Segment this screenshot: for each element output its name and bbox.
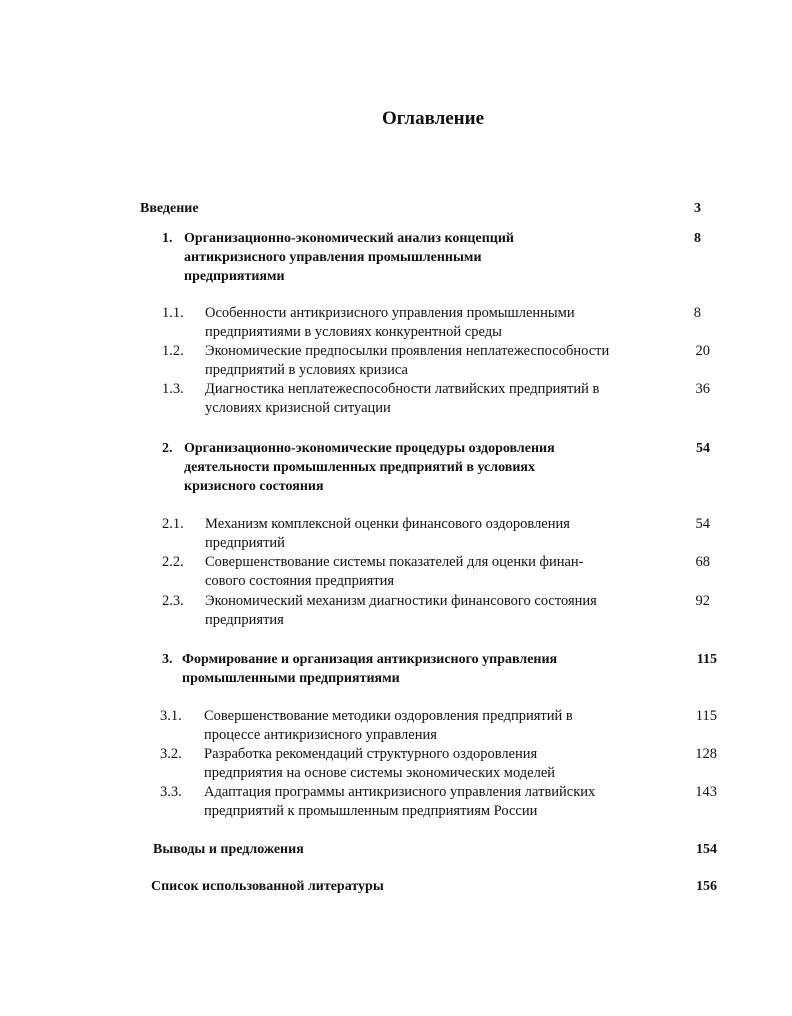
section-2-3-page: 92 (695, 593, 710, 609)
section-1-3-number: 1.3. (162, 381, 184, 397)
section-2-1-title: Механизм комплексной оценки финансового оздоровления предприятий (205, 516, 570, 551)
section-3-2-title: Разработка рекомендаций структурного оздоровления предприятия на основе системы экономических моделей (204, 746, 556, 781)
chapter-3-page: 115 (696, 652, 717, 667)
chapter-2-page: 54 (696, 441, 710, 456)
section-2-3-number: 2.3. (162, 593, 184, 609)
section-3-2-number: 3.2. (160, 746, 182, 762)
section-2-1-page: 54 (695, 516, 710, 532)
chapter-3-number: 3. (162, 652, 173, 667)
toc-intro-text: Введение (140, 201, 199, 216)
toc-references-text: Список использованной литературы (151, 879, 384, 894)
section-1-1-number: 1.1. (162, 305, 184, 321)
toc-conclusions-text: Выводы и предложения (153, 842, 304, 857)
section-2-2-page: 68 (695, 554, 710, 570)
chapter-3-title: Формирование и организация антикризисного управления промышленными предприятиями (182, 652, 558, 686)
section-3-1-title: Совершенствование методики оздоровления предприятий в процессе антикризисного управления (204, 708, 573, 743)
chapter-2-title: Организационно-экономические процедуры оздоровления деятельности промышленных предприятий в условиях кризисного состояния (184, 441, 555, 494)
toc-conclusions-page: 154 (696, 842, 717, 857)
section-1-2-title: Экономические предпосылки проявления неплатежеспособности предприятий в условиях кризиса (205, 343, 610, 378)
section-1-2-number: 1.2. (162, 343, 184, 359)
section-1-2-page: 20 (695, 343, 710, 359)
chapter-1-number: 1. (162, 231, 173, 246)
chapter-1-title: Организационно-экономический анализ концепций антикризисного управления промышленными предприятиями (184, 231, 514, 284)
section-3-1-number: 3.1. (160, 708, 182, 724)
section-1-3-page: 36 (695, 381, 710, 397)
section-1-1-page: 8 (693, 305, 701, 321)
section-2-2-number: 2.2. (162, 554, 184, 570)
toc-references-page: 156 (696, 879, 717, 894)
section-1-3-title: Диагностика неплатежеспособности латвийских предприятий в условиях кризисной ситуации (205, 381, 600, 416)
toc-intro-page: 3 (694, 201, 701, 216)
section-3-3-page: 143 (695, 784, 717, 800)
section-3-3-number: 3.3. (160, 784, 182, 800)
section-3-3-title: Адаптация программы антикризисного управления латвийских предприятий к промышленным предприятиям России (204, 784, 596, 819)
section-2-3-title: Экономический механизм диагностики финансового состояния предприятия (205, 593, 597, 628)
section-1-1-title: Особенности антикризисного управления промышленными предприятиями в условиях конкурентной среды (205, 305, 575, 340)
section-3-1-page: 115 (695, 708, 717, 724)
section-3-2-page: 128 (695, 746, 717, 762)
section-2-2-title: Совершенствование системы показателей для оценки финан- сового состояния предприятия (205, 554, 584, 589)
section-2-1-number: 2.1. (162, 516, 184, 532)
page-title: Оглавление (381, 108, 485, 129)
chapter-1-page: 8 (694, 231, 701, 246)
chapter-2-number: 2. (162, 441, 173, 456)
